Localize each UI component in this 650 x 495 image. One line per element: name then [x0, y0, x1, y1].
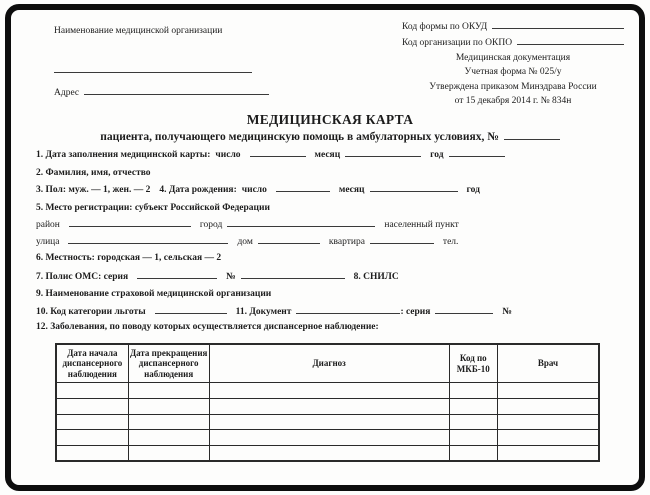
field-row-fio: [36, 166, 624, 183]
table-cell: [497, 399, 599, 415]
okpo-blank-line: [517, 36, 624, 45]
dob-day-blank-line: [276, 183, 330, 192]
street-label: улица: [36, 237, 60, 248]
table-cell: [56, 399, 128, 415]
fill-day-label: число: [215, 150, 241, 161]
okud-row: [402, 20, 624, 33]
apartment-label: квартира: [328, 237, 365, 248]
table-cell: [497, 414, 599, 430]
field-row-sex-dob: [36, 183, 624, 200]
oms-label: 7. Полис ОМС: серия: [36, 272, 129, 283]
dob-year-label: год: [466, 185, 480, 196]
city-label: город: [199, 219, 223, 230]
table-row: [56, 383, 599, 399]
field-row-oms-snils: [36, 270, 624, 287]
org-block: [36, 20, 276, 107]
house-blank-line: [258, 235, 320, 244]
address-blank-line: [84, 86, 269, 95]
settlement-label: населенный пункт: [384, 219, 459, 230]
document-series-label: : серия: [400, 306, 431, 317]
table-cell: [209, 383, 449, 399]
address-row: [54, 86, 269, 99]
field-row-street: [36, 235, 624, 252]
table-cell: [449, 445, 497, 461]
form-content: [36, 20, 624, 462]
benefit-blank-line: [155, 305, 227, 314]
table-row: [56, 430, 599, 446]
field-row-fill-date: [36, 148, 624, 165]
table-cell: [449, 383, 497, 399]
benefit-label: 10. Код категории льготы: [36, 306, 146, 317]
table-cell: [128, 414, 209, 430]
org-name-blank-line: [54, 63, 252, 73]
city-blank-line: [227, 218, 375, 227]
dob-label: 4. Дата рождения:: [159, 185, 237, 196]
okpo-row: [402, 36, 624, 49]
document-number-sign: №: [502, 306, 512, 317]
fill-year-label: год: [430, 150, 444, 161]
oms-number-blank-line: [241, 270, 345, 279]
sex-label: 3. Пол: муж. — 1, жен. — 2: [36, 185, 151, 196]
fill-year-blank-line: [449, 148, 505, 157]
form-header: [36, 20, 624, 107]
table-row: [56, 399, 599, 415]
table-row: [56, 445, 599, 461]
table-cell: [497, 430, 599, 446]
table-cell: [209, 414, 449, 430]
col-end-date-header: Дата прекращения диспансерного наблюдения: [128, 344, 209, 383]
table-cell: [449, 399, 497, 415]
phone-label: тел.: [442, 237, 459, 248]
col-diagnosis-header: Диагноз: [209, 344, 449, 383]
snils-label: 8. СНИЛС: [353, 272, 399, 283]
table-cell: [209, 399, 449, 415]
col-icd10-code-header: Код по МКБ-10: [449, 344, 497, 383]
form-title: МЕДИЦИНСКАЯ КАРТА: [246, 112, 414, 128]
okud-blank-line: [492, 20, 624, 29]
form-subtitle: пациента, получающего медицинскую помощь в амбулаторных условиях, №: [100, 130, 499, 143]
fill-date-label: 1. Дата заполнения медицинской карты:: [36, 150, 211, 161]
document-label: 11. Документ: [235, 306, 292, 317]
fill-day-blank-line: [250, 148, 306, 157]
approved-date-label: от 15 декабря 2014 г. № 834н: [454, 95, 572, 106]
locality-label: 6. Местность: городская — 1, сельская — 2: [36, 252, 222, 263]
address-label: Адрес: [54, 88, 80, 99]
street-blank-line: [68, 235, 228, 244]
dob-month-label: месяц: [338, 185, 365, 196]
approved-by-label: Утверждена приказом Минздрава России: [429, 81, 597, 92]
table-cell: [497, 383, 599, 399]
registration-label: 5. Место регистрации: субъект Российской Федерации: [36, 202, 270, 213]
field-row-diseases: [36, 322, 624, 339]
district-label: район: [36, 219, 60, 230]
table-cell: [209, 445, 449, 461]
org-name-label: Наименование медицинской организации: [54, 26, 223, 36]
house-label: дом: [237, 237, 253, 248]
field-row-registration: [36, 201, 624, 218]
table-cell: [128, 445, 209, 461]
table-cell: [56, 430, 128, 446]
fill-month-label: месяц: [314, 150, 341, 161]
fio-label: 2. Фамилия, имя, отчество: [36, 167, 151, 178]
field-row-insurer: [36, 287, 624, 304]
table-cell: [128, 399, 209, 415]
dob-day-label: число: [241, 185, 267, 196]
form-subtitle-row: [36, 131, 624, 145]
field-row-district: [36, 218, 624, 235]
document-series-blank-line: [435, 305, 493, 314]
table-cell: [449, 430, 497, 446]
col-doctor-header: Врач: [497, 344, 599, 383]
dob-month-blank-line: [370, 183, 458, 192]
oms-series-blank-line: [137, 270, 217, 279]
document-blank-line: [296, 305, 400, 314]
apartment-blank-line: [370, 235, 434, 244]
district-blank-line: [69, 218, 191, 227]
form-codes-block: [402, 20, 624, 107]
dispensary-observation-table: [55, 343, 600, 462]
field-row-locality: [36, 253, 624, 270]
table-cell: [128, 430, 209, 446]
card-number-blank-line: [504, 131, 560, 140]
table-cell: [56, 445, 128, 461]
table-cell: [449, 414, 497, 430]
table-cell: [497, 445, 599, 461]
okud-label: Код формы по ОКУД: [402, 22, 488, 32]
med-doc-label: Медицинская документация: [455, 52, 571, 63]
form-number-label: Учетная форма № 025/у: [464, 67, 562, 78]
table-cell: [128, 383, 209, 399]
table-cell: [56, 414, 128, 430]
dispensary-table-body: [56, 383, 599, 461]
table-row: [56, 414, 599, 430]
col-start-date-header: Дата начала диспансерного наблюдения: [56, 344, 128, 383]
insurer-label: 9. Наименование страховой медицинской организации: [36, 289, 272, 300]
okpo-label: Код организации по ОКПО: [402, 38, 513, 49]
table-cell: [209, 430, 449, 446]
table-header-row: [56, 344, 599, 383]
diseases-label: 12. Заболевания, по поводу которых осуществляется диспансерное наблюдение:: [36, 322, 379, 333]
table-cell: [56, 383, 128, 399]
oms-number-sign: №: [226, 272, 236, 283]
field-row-benefit-document: [36, 305, 624, 322]
fill-month-blank-line: [345, 148, 421, 157]
